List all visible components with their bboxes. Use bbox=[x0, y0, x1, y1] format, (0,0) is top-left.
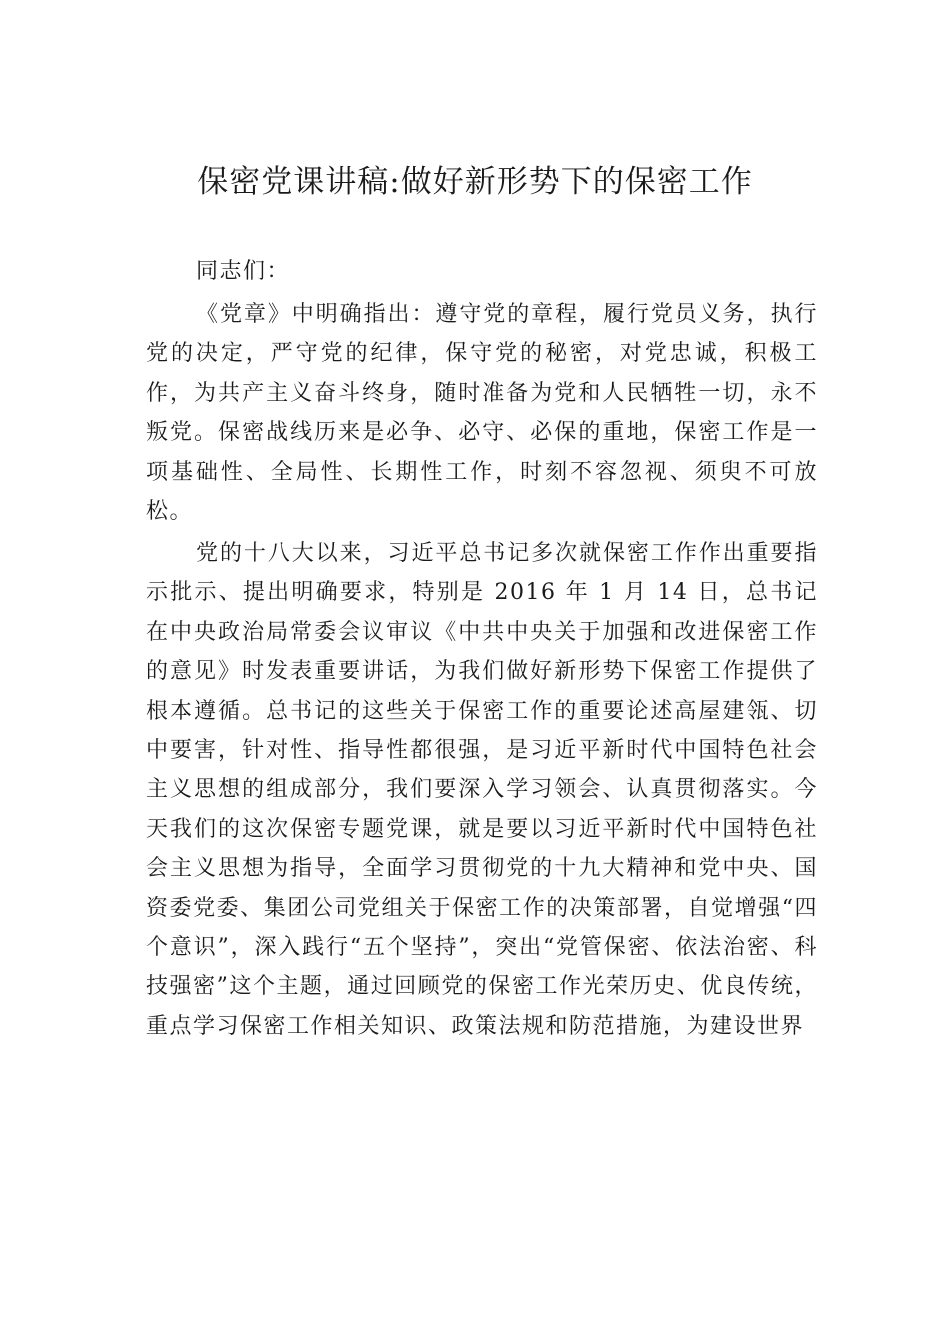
salutation bbox=[146, 252, 818, 291]
paragraph-2 bbox=[146, 534, 818, 1046]
paragraph-1-text: 《党章》中明确指出：遵守党的章程，履行党员义务，执行党的决定，严守党的纪律，保守党的秘密，对党忠诚，积极工作，为共产主义奋斗终身，随时准备为党和人民牺牲一切，永不叛党。保密战线历来是必争、必守、必保的重地，保密工作是一项基础性、全局性、长期性工作，时刻不容忽视、须臾不可放松。 bbox=[146, 302, 818, 525]
salutation-text: 同志们： bbox=[196, 259, 291, 284]
paragraph-2-text: 党的十八大以来，习近平总书记多次就保密工作作出重要指示批示、提出明确要求，特别是 2016 年 1 月 14 日，总书记在中央政治局常委会议审议《中共中央关于加强和改进保密工作的意见》时发表重要讲话，为我们做好新形势下保密工作提供了根本遵循。总书记的这些关于保密工作的重要论述高屋建瓴、切中要害，针对性、指导性都很强，是习近平新时代中国特色社会主义思想的组成部分，我们要深入学习领会、认真贯彻落实。今天我们的这次保密专题党课，就是要以习近平新时代中国特色社会主义思想为指导，全面学习贯彻党的十九大精神和党中央、国资委党委、集团公司党组关于保密工作的决策部署，自觉增强“四个意识”，深入践行“五个坚持”，突出“党管保密、依法治密、科技强密”这个主题，通过回顾党的保密工作光荣历史、优良传统，重点学习保密工作相关知识、政策法规和防范措施，为建设世界 bbox=[146, 541, 818, 1039]
document-title: 保密党课讲稿:做好新形势下的保密工作 bbox=[197, 164, 753, 200]
paragraph-1 bbox=[146, 295, 818, 531]
